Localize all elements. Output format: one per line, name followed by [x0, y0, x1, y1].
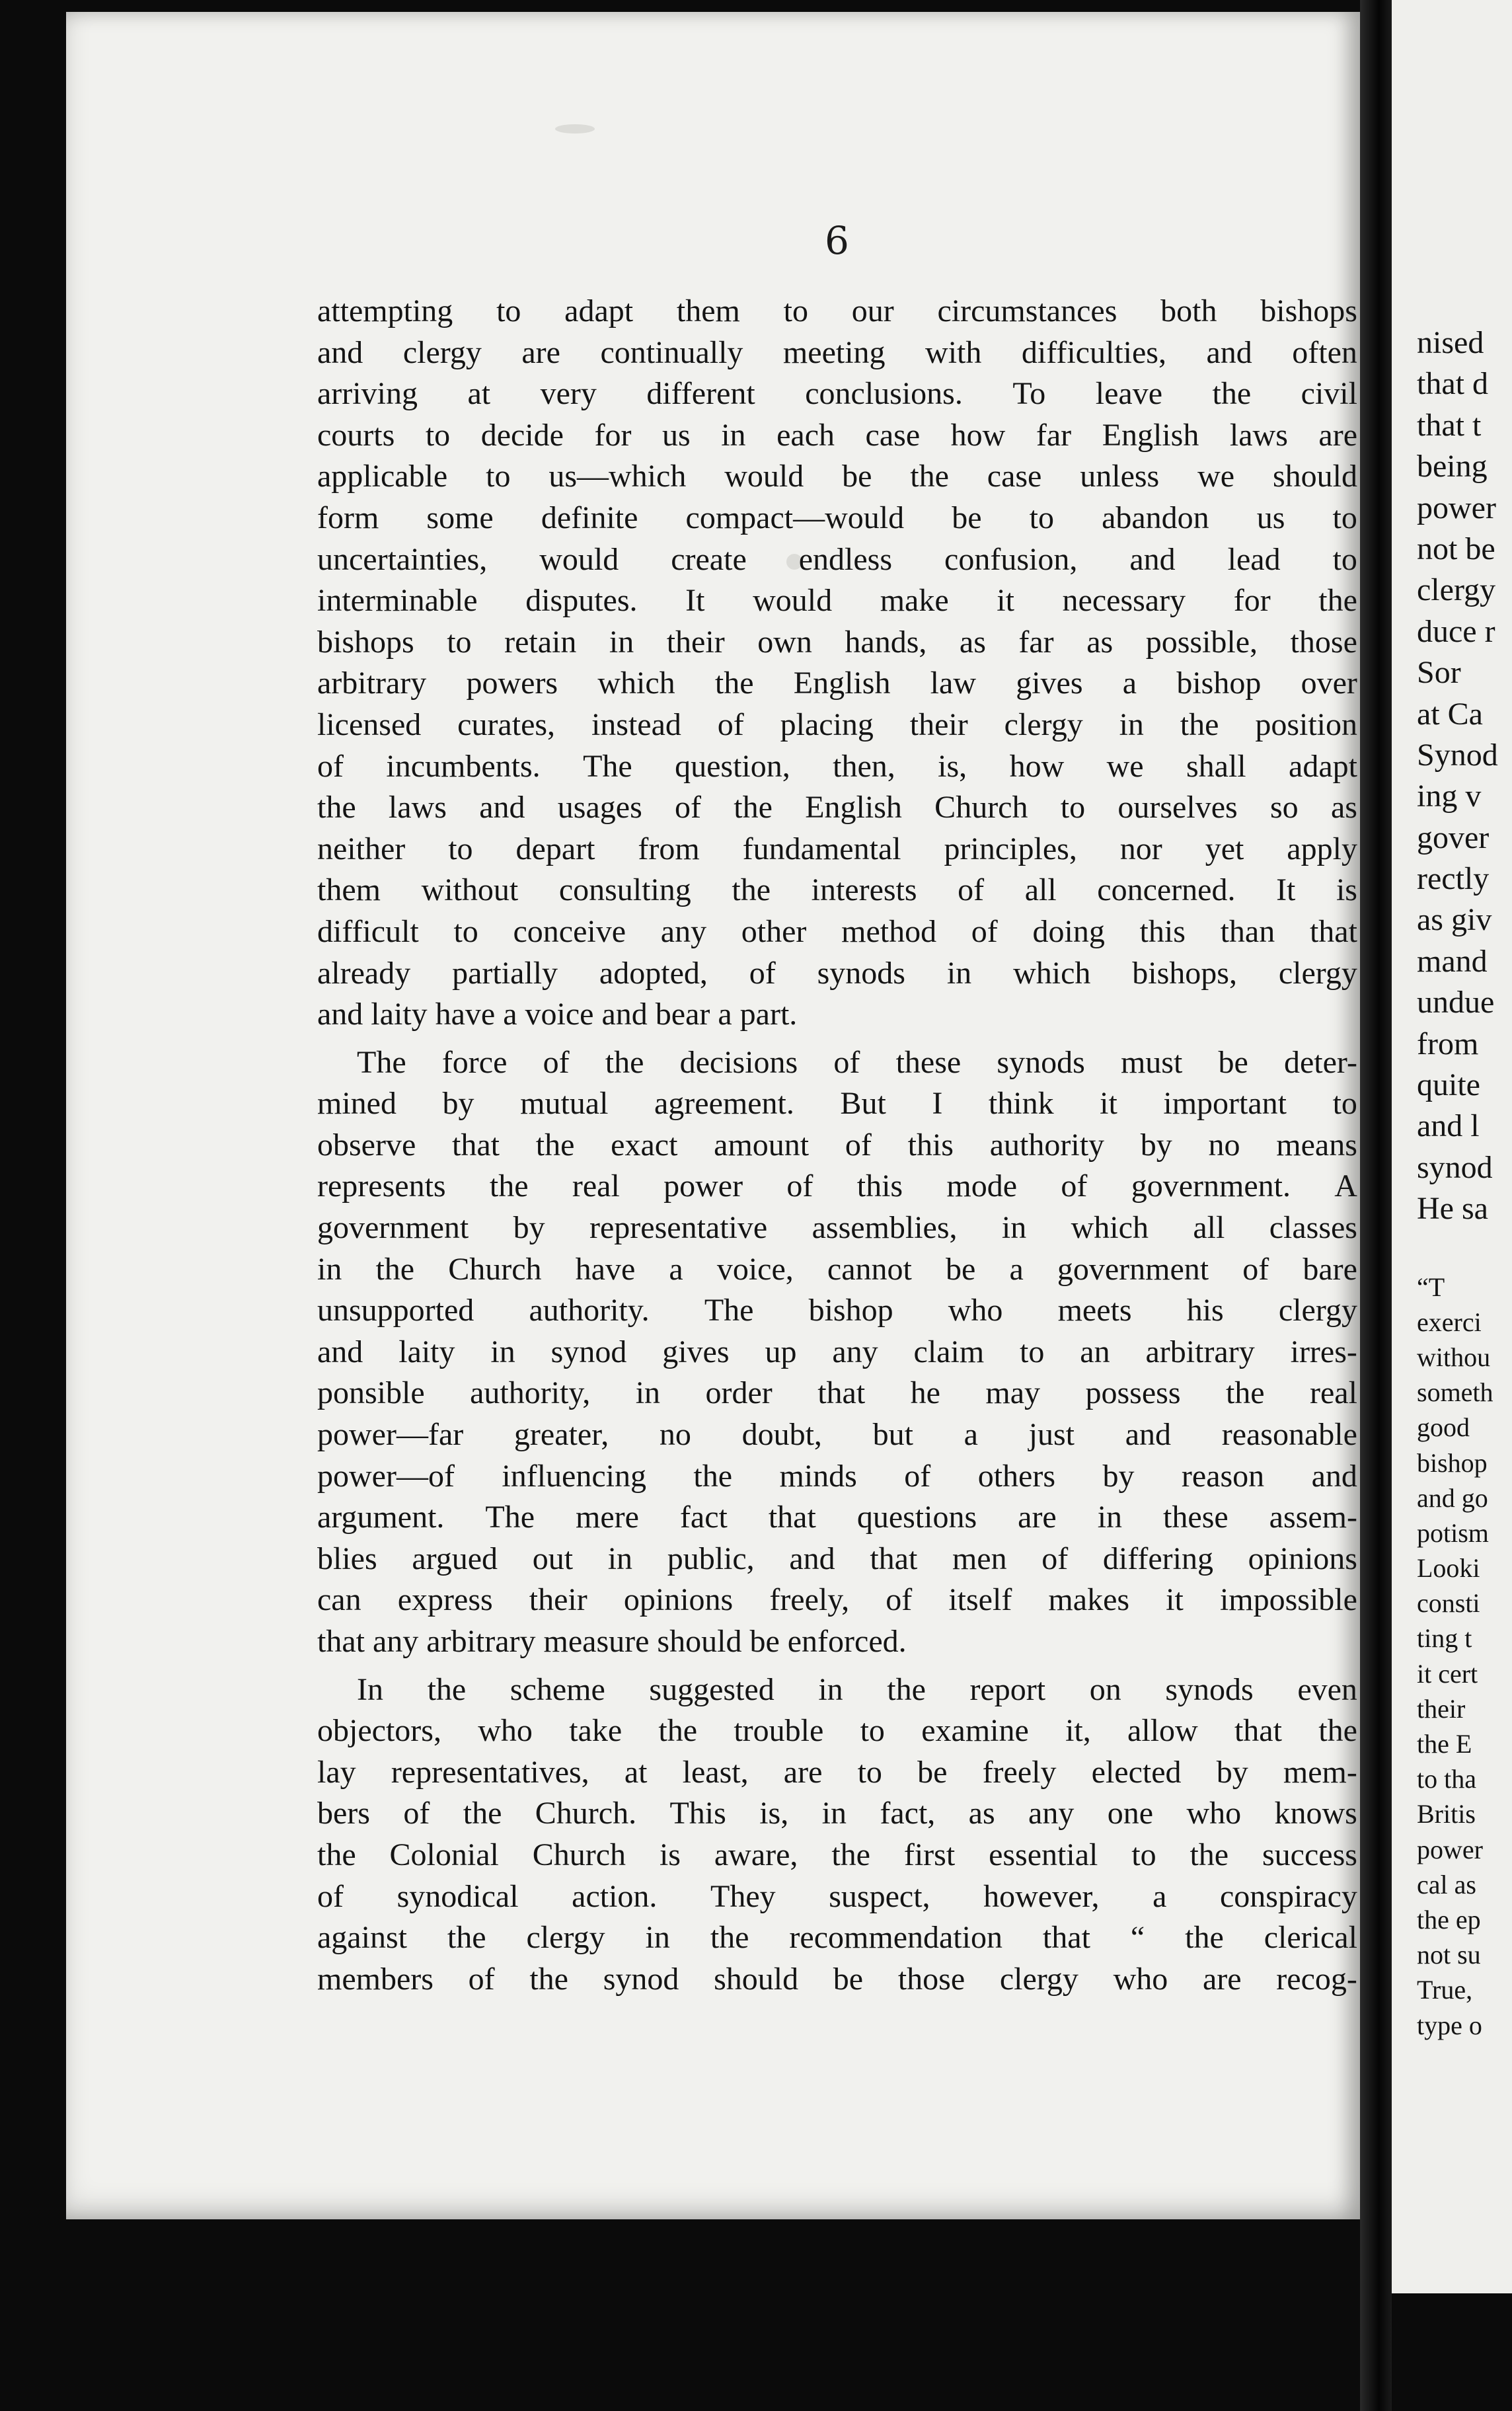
- text-line: observe that the exact amount of this authority by no means: [317, 1127, 1357, 1163]
- facing-page-line: that t: [1417, 407, 1482, 443]
- facing-page-line: Sor: [1417, 655, 1461, 691]
- facing-page-quote-line: type o: [1417, 2010, 1482, 2040]
- text-line: that any arbitrary measure should be enforced.: [317, 1624, 907, 1659]
- facing-page-quote-line: to tha: [1417, 1764, 1476, 1794]
- facing-page-line: power: [1417, 490, 1496, 525]
- text-line: ponsible authority, in order that he may possess the real: [317, 1375, 1357, 1411]
- text-line: represents the real power of this mode of government. A: [317, 1168, 1357, 1204]
- facing-page-quote-line: cal as: [1417, 1869, 1476, 1899]
- text-line: blies argued out in public, and that men of differing opinions: [317, 1541, 1357, 1576]
- facing-page-quote-line: exerci: [1417, 1307, 1482, 1337]
- text-line: of synodical action. They suspect, however, a conspiracy: [317, 1878, 1357, 1914]
- text-line: the laws and usages of the English Church to ourselves so as: [317, 790, 1357, 825]
- facing-page-line: quite: [1417, 1067, 1480, 1103]
- facing-page-line: being: [1417, 449, 1488, 484]
- paper-speck: [555, 124, 595, 134]
- facing-page-line: that d: [1417, 366, 1488, 402]
- facing-page-line: synod: [1417, 1149, 1493, 1185]
- text-line: attempting to adapt them to our circumstances both bishops: [317, 293, 1357, 328]
- body-text: [317, 291, 1357, 2000]
- text-line: against the clergy in the recommendation that “ the clerical: [317, 1920, 1357, 1956]
- text-line: bers of the Church. This is, in fact, as any one who knows: [317, 1796, 1357, 1831]
- facing-page-quote-line: it cert: [1417, 1658, 1478, 1689]
- text-line: them without consulting the interests of all concerned. It is: [317, 872, 1357, 908]
- facing-page-quote-line: someth: [1417, 1377, 1493, 1408]
- facing-page-quote-line: good: [1417, 1412, 1470, 1443]
- text-line: courts to decide for us in each case how far English laws are: [317, 417, 1357, 453]
- facing-page-quote-line: their: [1417, 1693, 1466, 1724]
- text-line: bishops to retain in their own hands, as far as possible, those: [317, 624, 1357, 660]
- text-line: and laity in synod gives up any claim to an arbitrary irres-: [317, 1334, 1357, 1369]
- text-line: difficult to conceive any other method of doing this than that: [317, 913, 1357, 949]
- text-line: objectors, who take the trouble to examine it, allow that the: [317, 1713, 1357, 1749]
- facing-page-quote-line: withou: [1417, 1342, 1491, 1372]
- text-line: of incumbents. The question, then, is, how we shall adapt: [317, 748, 1357, 784]
- text-line: already partially adopted, of synods in which bishops, clergy: [317, 955, 1357, 991]
- facing-page-text: [1417, 323, 1512, 2043]
- text-line: the Colonial Church is aware, the first essential to the success: [317, 1837, 1357, 1872]
- facing-page-line: duce r: [1417, 613, 1495, 649]
- text-line: government by representative assemblies, in which all classes: [317, 1210, 1357, 1246]
- facing-page-line: and l: [1417, 1108, 1480, 1144]
- facing-page-quote-line: not su: [1417, 1940, 1481, 1970]
- page-number: 6: [825, 218, 849, 263]
- text-line: mined by mutual agreement. But I think it important to: [317, 1086, 1357, 1122]
- facing-page-line: Synod: [1417, 737, 1498, 773]
- facing-page-quote-line: bishop: [1417, 1447, 1488, 1478]
- text-line: power—of influencing the minds of others by reason and: [317, 1458, 1357, 1494]
- text-line: in the Church have a voice, cannot be a government of bare: [317, 1251, 1357, 1287]
- facing-page-quote-line: power: [1417, 1834, 1483, 1864]
- text-line: licensed curates, instead of placing their clergy in the position: [317, 707, 1357, 742]
- facing-page-gap: [1417, 1230, 1512, 1270]
- text-line: arriving at very different conclusions. To leave the civil: [317, 376, 1357, 412]
- text-line: and clergy are continually meeting with difficulties, and often: [317, 334, 1357, 370]
- text-line: neither to depart from fundamental principles, nor yet apply: [317, 831, 1357, 866]
- facing-page-line: gover: [1417, 820, 1490, 855]
- facing-page-line: ing v: [1417, 779, 1482, 814]
- facing-page-quote-line: True,: [1417, 1975, 1473, 2005]
- facing-page-quote-line: ting t: [1417, 1623, 1472, 1654]
- text-line: can express their opinions freely, of itself makes it impossible: [317, 1582, 1357, 1618]
- facing-page-quote-line: the E: [1417, 1729, 1472, 1759]
- text-line: lay representatives, at least, are to be freely elected by mem-: [317, 1754, 1357, 1790]
- text-line: argument. The mere fact that questions are in these assem-: [317, 1500, 1357, 1535]
- text-line: arbitrary powers which the English law gives a bishop over: [317, 666, 1357, 701]
- text-line: members of the synod should be those clergy who are recog-: [317, 1961, 1357, 1997]
- facing-page-quote-line: “T: [1417, 1272, 1445, 1302]
- facing-page-line: not be: [1417, 531, 1495, 566]
- facing-page-line: as giv: [1417, 902, 1492, 938]
- facing-page-quote-line: Britis: [1417, 1799, 1476, 1829]
- facing-page-line: mand: [1417, 943, 1488, 979]
- text-line: form some definite compact—would be to abandon us to: [317, 500, 1357, 535]
- text-line: The force of the decisions of these synods must be deter-: [357, 1044, 1357, 1080]
- text-line: In the scheme suggested in the report on synods even: [357, 1671, 1357, 1707]
- facing-page-line: undue: [1417, 985, 1495, 1020]
- facing-page-line: at Ca: [1417, 696, 1483, 732]
- facing-page-quote-line: Looki: [1417, 1553, 1480, 1584]
- paragraph-gap: [317, 1036, 1357, 1042]
- facing-page-line: from: [1417, 1026, 1479, 1061]
- book-gutter: [1360, 0, 1392, 2411]
- text-line: applicable to us—which would be the case unless we should: [317, 459, 1357, 494]
- text-line: and laity have a voice and bear a part.: [317, 997, 798, 1032]
- facing-page-line: nised: [1417, 325, 1484, 360]
- facing-page-line: rectly: [1417, 861, 1490, 897]
- facing-page-quote-line: the ep: [1417, 1904, 1481, 1934]
- facing-page-quote-line: consti: [1417, 1588, 1480, 1619]
- facing-page-quote-line: potism: [1417, 1517, 1489, 1548]
- facing-page-line: He sa: [1417, 1191, 1488, 1227]
- facing-page-quote-line: and go: [1417, 1482, 1488, 1513]
- facing-page-line: clergy: [1417, 572, 1496, 608]
- text-line: unsupported authority. The bishop who meets his clergy: [317, 1293, 1357, 1328]
- text-line: uncertainties, would create endless confusion, and lead to: [317, 541, 1357, 577]
- text-line: power—far greater, no doubt, but a just and reasonable: [317, 1417, 1357, 1453]
- text-line: interminable disputes. It would make it necessary for the: [317, 583, 1357, 619]
- paragraph-gap: [317, 1663, 1357, 1669]
